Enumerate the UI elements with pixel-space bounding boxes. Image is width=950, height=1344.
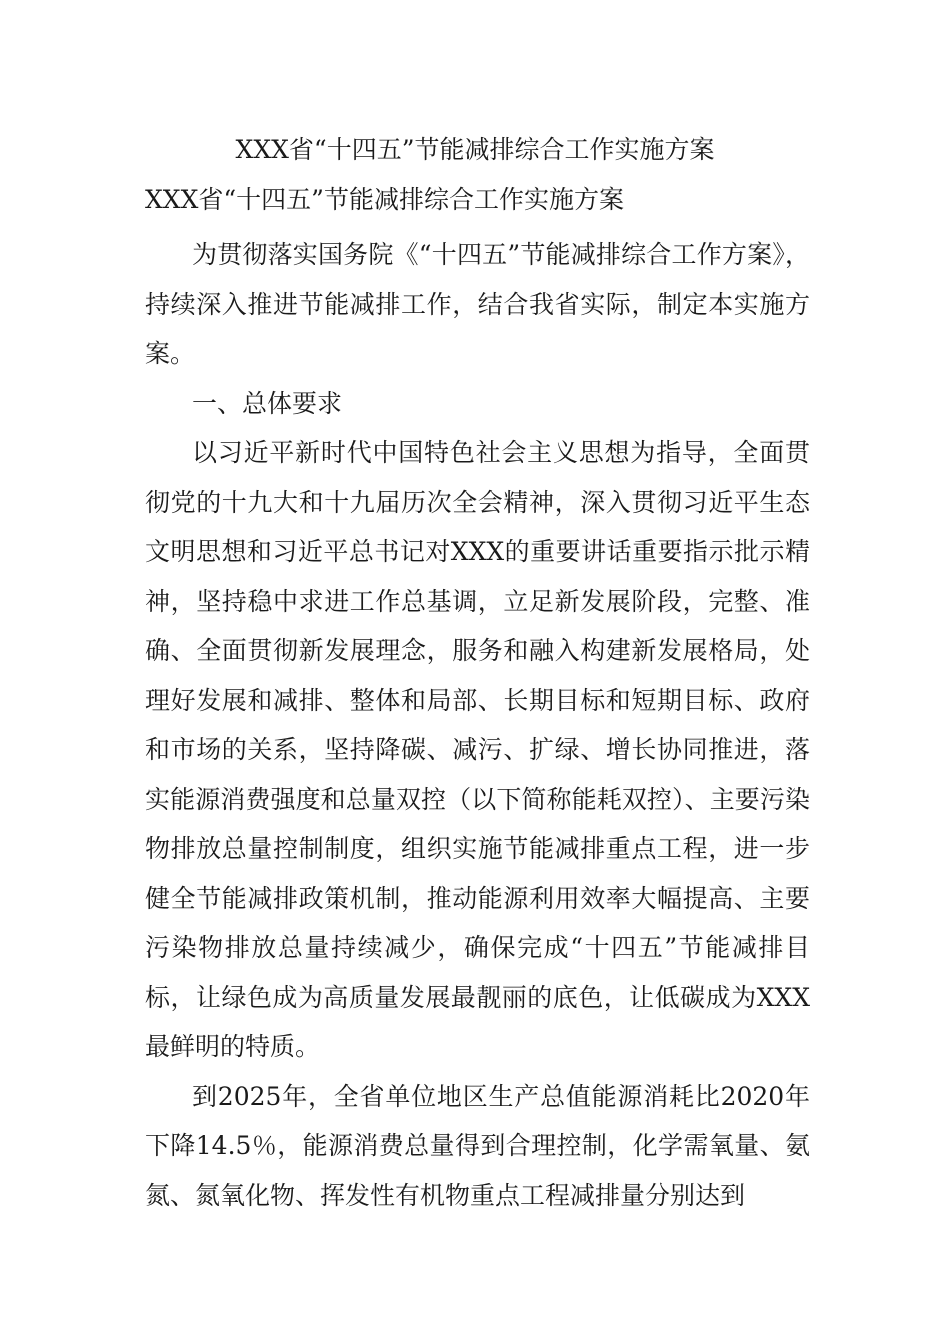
intro-paragraph: 为贯彻落实国务院《“十四五”节能减排综合工作方案》，持续深入推进节能减排工作，结合我省实际，制定本实施方案。: [145, 240, 810, 368]
document-body: [145, 230, 810, 1220]
document-title-centered: XXX省“十四五”节能减排综合工作实施方案: [235, 135, 715, 164]
general-requirements-paragraph: 以习近平新时代中国特色社会主义思想为指导，全面贯彻党的十九大和十九届历次全会精神，深入贯彻习近平生态文明思想和习近平总书记对XXX的重要讲话重要指示批示精神，坚持稳中求进工作总基调，立足新发展阶段，完整、准确、全面贯彻新发展理念，服务和融入构建新发展格局，处理好发展和减排、整体和局部、长期目标和短期目标、政府和市场的关系，坚持降碳、减污、扩绿、增长协同推进，落实能源消费强度和总量双控（以下简称能耗双控）、主要污染物排放总量控制制度，组织实施节能减排重点工程，进一步健全节能减排政策机制，推动能源利用效率大幅提高、主要污染物排放总量持续减少，确保完成“十四五”节能减排目标，让绿色成为高质量发展最靓丽的底色，让低碳成为XXX最鲜明的特质。: [145, 438, 810, 1061]
document-title-left: XXX省“十四五”节能减排综合工作实施方案: [145, 185, 624, 214]
targets-paragraph: 到2025年，全省单位地区生产总值能源消耗比2020年下降14.5％，能源消费总量得到合理控制，化学需氧量、氨氮、氮氧化物、挥发性有机物重点工程减排量分别达到: [145, 1081, 810, 1210]
section-heading-general-requirements: 一、总体要求: [192, 388, 343, 418]
